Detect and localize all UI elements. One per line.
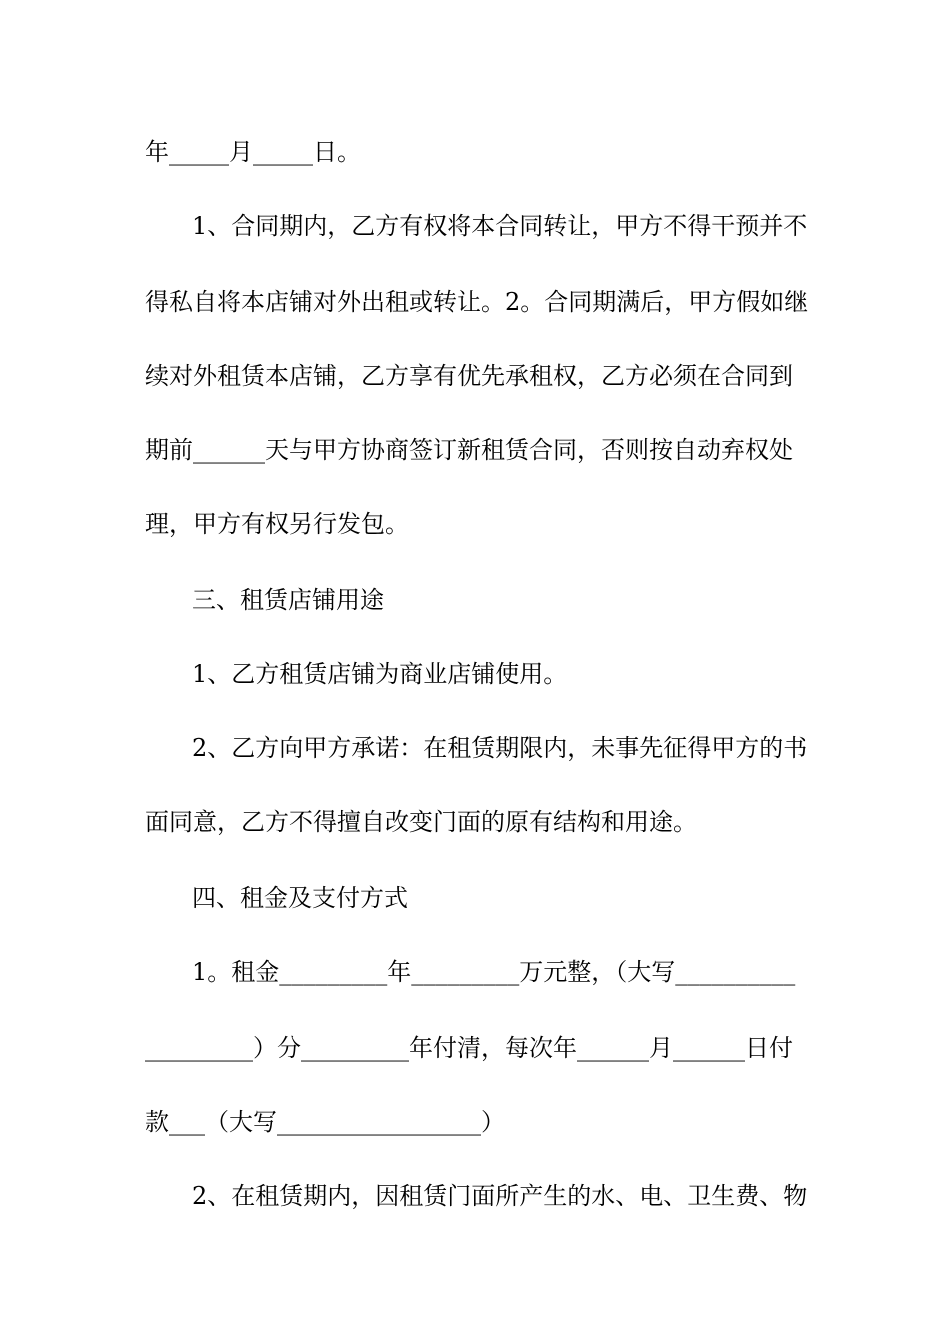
- text-line: _________）分_________年付清，每次年______月______日付: [145, 1034, 793, 1062]
- text-line: 得私自将本店铺对外出租或转让。2。合同期满后，甲方假如继: [145, 288, 809, 316]
- text-line: 期前______天与甲方协商签订新租赁合同，否则按自动弃权处: [145, 436, 793, 464]
- text-line: 1。租金_________年_________万元整，（大写__________: [192, 958, 796, 986]
- text-line: 1、合同期内，乙方有权将本合同转让，甲方不得干预并不: [192, 212, 808, 240]
- text-line: 年_____月_____日。: [145, 138, 361, 166]
- text-line: 续对外租赁本店铺，乙方享有优先承租权，乙方必须在合同到: [145, 362, 793, 390]
- text-line: 1、乙方租赁店铺为商业店铺使用。: [192, 660, 568, 688]
- text-line: 理，甲方有权另行发包。: [145, 510, 409, 538]
- text-line: 款___（大写_________________）: [145, 1108, 505, 1136]
- text-line: 2、乙方向甲方承诺：在租赁期限内，未事先征得甲方的书: [192, 734, 808, 762]
- section-heading: 四、租金及支付方式: [192, 884, 408, 912]
- section-heading: 三、租赁店铺用途: [192, 586, 384, 614]
- text-line: 面同意，乙方不得擅自改变门面的原有结构和用途。: [145, 808, 697, 836]
- text-line: 2、在租赁期内，因租赁门面所产生的水、电、卫生费、物: [192, 1182, 808, 1210]
